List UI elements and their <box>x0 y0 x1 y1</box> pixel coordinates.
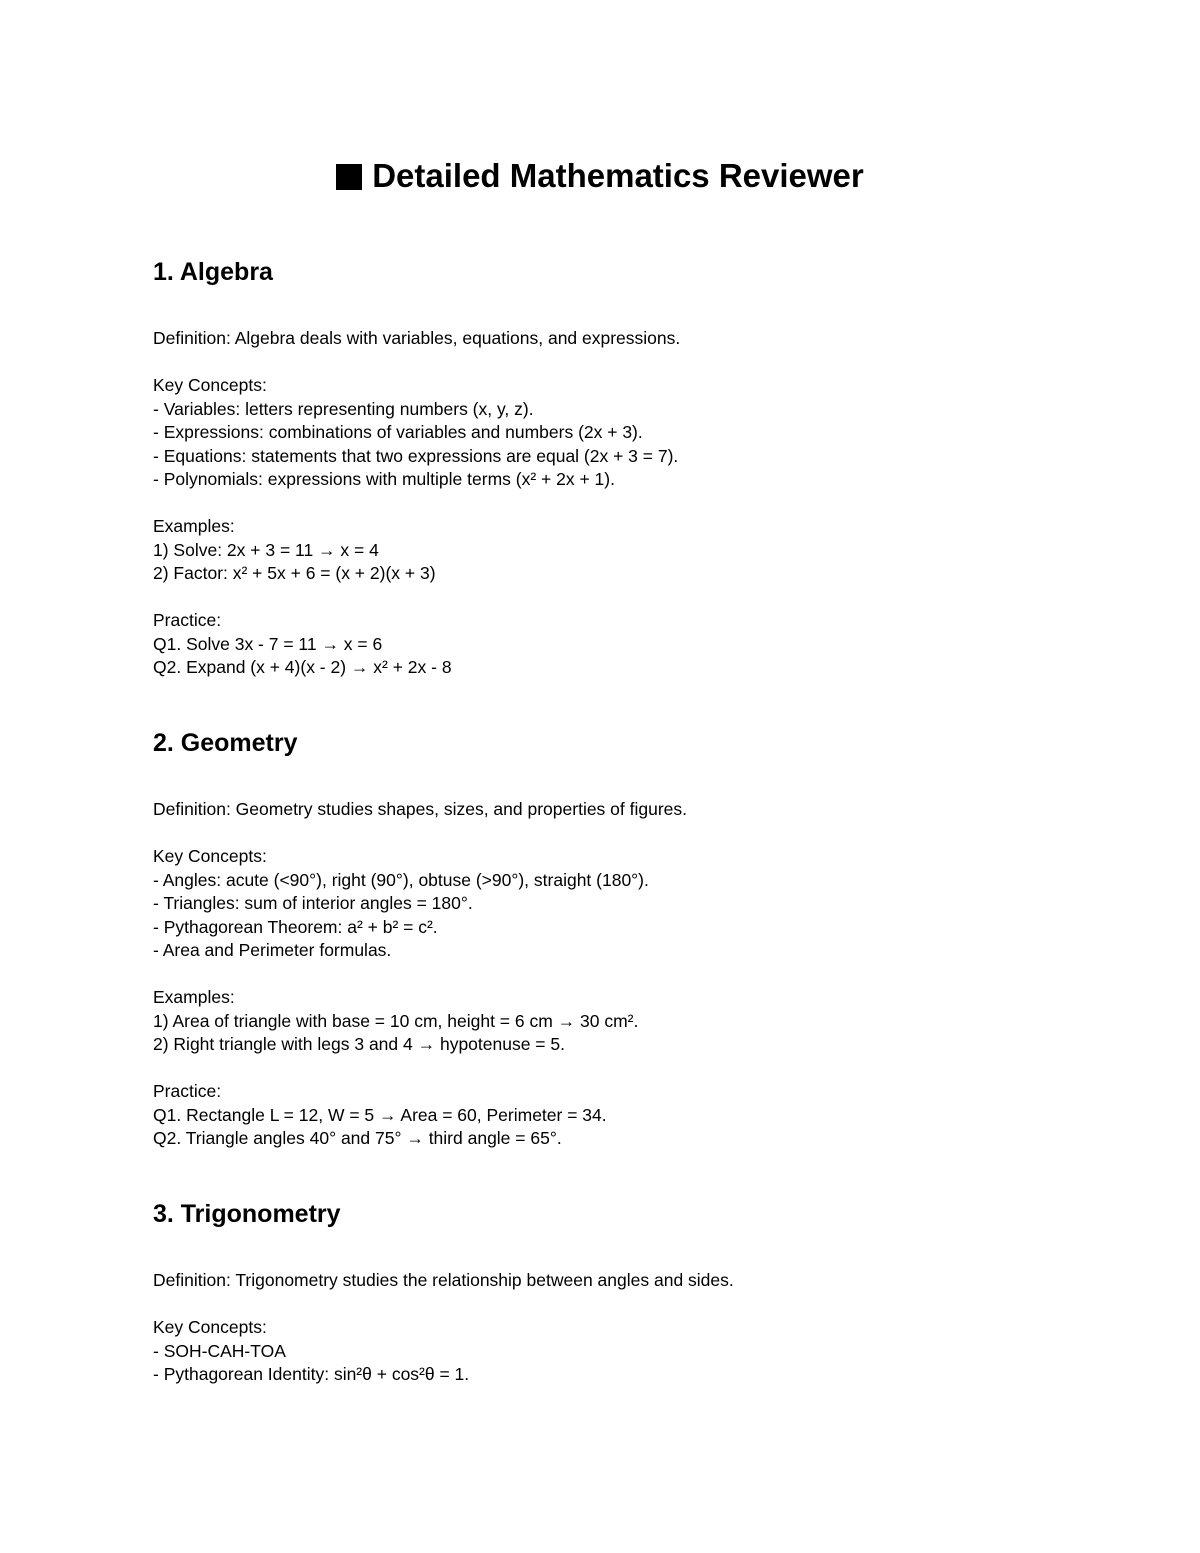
example-item: 2) Factor: x² + 5x + 6 = (x + 2)(x + 3) <box>153 563 436 583</box>
key-concepts-label: Key Concepts: <box>153 846 267 866</box>
definition-text: Definition: Trigonometry studies the relationship between angles and sides. <box>153 1270 734 1290</box>
practice-label: Practice: <box>153 610 222 630</box>
practice-item: Q1. Solve 3x - 7 = 11 → x = 6 <box>153 633 383 654</box>
section-trigonometry <box>153 1199 1113 1384</box>
practice-label: Practice: <box>153 1081 222 1101</box>
key-concepts-label: Key Concepts: <box>153 375 267 395</box>
key-concepts-block <box>153 845 1113 963</box>
key-concept-item: - Variables: letters representing numbers (x, y, z). <box>153 398 534 419</box>
key-concepts-label: Key Concepts: <box>153 1317 267 1337</box>
key-concept-item: - Equations: statements that two expressions are equal (2x + 3 = 7). <box>153 445 679 466</box>
practice-block <box>153 609 1113 680</box>
definition-block <box>153 1269 1113 1293</box>
definition-block <box>153 798 1113 822</box>
examples-label: Examples: <box>153 516 235 536</box>
practice-item: Q1. Rectangle L = 12, W = 5 → Area = 60, Perimeter = 34. <box>153 1104 607 1125</box>
key-concept-item: - Pythagorean Identity: sin²θ + cos²θ = 1. <box>153 1364 470 1384</box>
key-concept-item: - Pythagorean Theorem: a² + b² = c². <box>153 916 438 937</box>
section-heading: 3. Trigonometry <box>153 1200 341 1228</box>
document-title-text: Detailed Mathematics Reviewer <box>372 157 864 194</box>
examples-label: Examples: <box>153 987 235 1007</box>
key-concept-item: - Triangles: sum of interior angles = 180°. <box>153 893 473 913</box>
practice-item: Q2. Triangle angles 40° and 75° → third angle = 65°. <box>153 1128 562 1148</box>
example-item: 1) Solve: 2x + 3 = 11 → x = 4 <box>153 539 379 560</box>
definition-text: Definition: Geometry studies shapes, sizes, and properties of figures. <box>153 799 688 819</box>
examples-block <box>153 986 1113 1057</box>
key-concept-item: - Angles: acute (<90°), right (90°), obtuse (>90°), straight (180°). <box>153 869 649 890</box>
example-item: 2) Right triangle with legs 3 and 4 → hypotenuse = 5. <box>153 1034 565 1054</box>
definition-text: Definition: Algebra deals with variables, equations, and expressions. <box>153 328 681 348</box>
key-concept-item: - Polynomials: expressions with multiple terms (x² + 2x + 1). <box>153 469 615 489</box>
section-algebra <box>153 257 1113 677</box>
key-concept-item: - Area and Perimeter formulas. <box>153 940 392 960</box>
square-bullet-icon <box>336 164 362 190</box>
key-concept-item: - Expressions: combinations of variables and numbers (2x + 3). <box>153 422 643 442</box>
section-heading: 2. Geometry <box>153 729 298 757</box>
document-title <box>0 156 1200 196</box>
key-concepts-block <box>153 1316 1113 1387</box>
example-item: 1) Area of triangle with base = 10 cm, height = 6 cm → 30 cm². <box>153 1010 639 1031</box>
practice-block <box>153 1080 1113 1151</box>
key-concepts-block <box>153 374 1113 492</box>
examples-block <box>153 515 1113 586</box>
practice-item: Q2. Expand (x + 4)(x - 2) → x² + 2x - 8 <box>153 657 452 677</box>
section-heading: 1. Algebra <box>153 258 273 286</box>
key-concept-item: - SOH-CAH-TOA <box>153 1340 286 1361</box>
section-geometry <box>153 728 1113 1148</box>
definition-block <box>153 327 1113 351</box>
